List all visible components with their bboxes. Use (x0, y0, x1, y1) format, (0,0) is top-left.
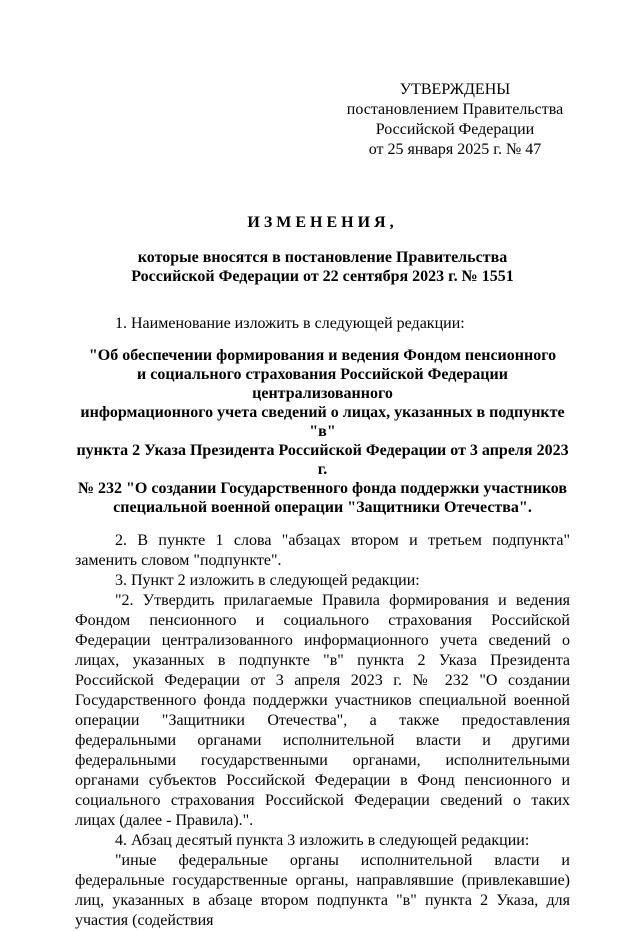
approval-line-1: постановлением Правительства (346, 101, 564, 118)
approval-stamp (340, 80, 570, 160)
title-subtitle-line-2: Российской Федерации от 22 сентября 2023 г. № 1551 (131, 268, 514, 285)
paragraph-2: 2. В пункте 1 слова "абзацах втором и третьем подпункта" заменить словом "подпункте". (75, 532, 570, 569)
paragraph-4: 4. Абзац десятый пункта 3 изложить в следующей редакции: (115, 832, 530, 849)
paragraph-1-quote: "Об обеспечении формирования и ведения Фондом пенсионного и социального страхования Российской Федерации централизованного информационного учета сведений о лицах, указанных в подпункте "в" пункта 2 Указа Президента Российской Федерации от 3 апреля 2023 г. № 232 "О создании Государственного фонда поддержки участников специальной военной операции "Защитники Отечества". (76, 347, 569, 516)
paragraph-3: 3. Пункт 2 изложить в следующей редакции: (115, 572, 420, 589)
document-title (75, 212, 570, 286)
document-body (75, 314, 570, 931)
title-subtitle (75, 248, 570, 286)
paragraph-4-quote: "иные федеральные органы исполнительной власти и федеральные государственные органы, направлявшие (привлекавшие) лиц, указанных в абзаце втором подпункта "в" пункта 2 Указа, для участия (содействия (75, 852, 570, 929)
approval-line-3: от 25 января 2025 г. № 47 (368, 141, 542, 158)
approval-heading: УТВЕРЖДЕНЫ (399, 81, 511, 98)
paragraph-1: 1. Наименование изложить в следующей редакции: (115, 315, 465, 332)
title-subtitle-line-1: которые вносятся в постановление Правительства (137, 249, 508, 266)
approval-line-2: Российской Федерации (375, 121, 535, 138)
paragraph-3-quote: "2. Утвердить прилагаемые Правила формирования и ведения Фондом пенсионного и социального страхования Российской Федерации централизованного информационного учета сведений о лицах, указанных в подпункте "в" пункта 2 Указа Президента Российской Федерации от 3 апреля 2023 г. № 232 "О создании Государственного фонда поддержки участников специальной военной операции "Защитники Отечества", а также предоставления федеральными органами исполнительной власти и другими федеральными государственными органами, исполнительными органами субъектов Российской Федерации в Фонд пенсионного и социального страхования Российской Федерации сведений о таких лицах (далее - Правила).". (75, 592, 570, 829)
title-main: ИЗМЕНЕНИЯ, (247, 214, 398, 231)
